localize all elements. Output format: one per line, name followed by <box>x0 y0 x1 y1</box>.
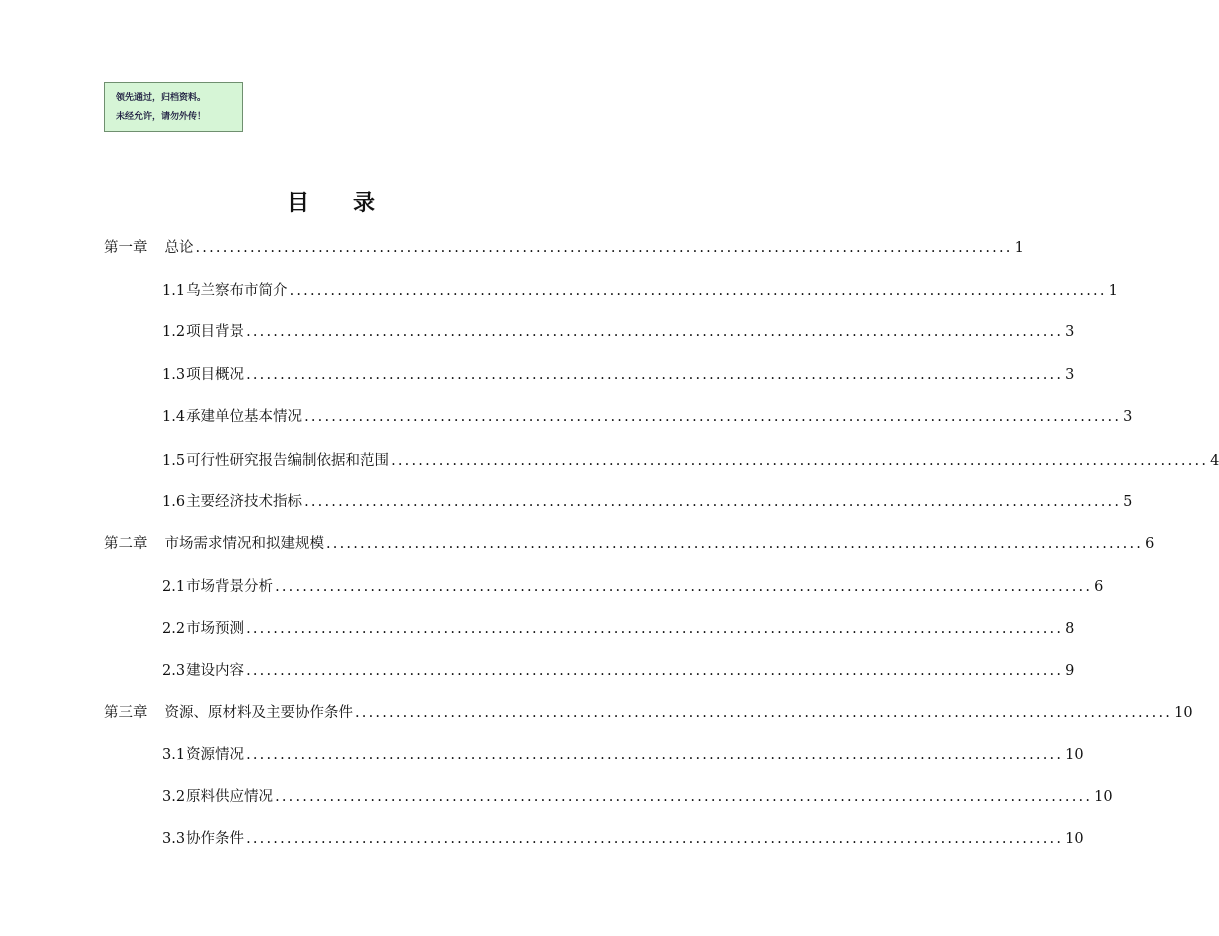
toc-entry-label <box>162 449 389 470</box>
toc-page-number: 10 <box>1065 747 1084 763</box>
toc-page-number: 10 <box>1174 705 1193 721</box>
toc-entry-label <box>162 363 244 384</box>
toc-page-number: 10 <box>1094 789 1113 805</box>
toc-entry-label <box>104 701 353 722</box>
toc-section-entry[interactable] <box>162 320 1075 341</box>
toc-entry-number: 3.2 <box>162 789 186 805</box>
toc-leader-dots: ........................................................................................................................ <box>355 705 1173 721</box>
toc-entry-number: 第一章 <box>104 240 148 256</box>
toc-entry-number: 1.6 <box>162 494 186 510</box>
toc-page-number: 3 <box>1065 324 1075 340</box>
toc-page-number: 3 <box>1065 367 1075 383</box>
toc-page-number: 8 <box>1065 621 1075 637</box>
toc-entry-number: 3.1 <box>162 747 186 763</box>
toc-leader-dots: ........................................................................................................................ <box>246 663 1064 679</box>
toc-entry-label <box>162 827 244 848</box>
toc-entry-number: 第二章 <box>104 536 148 552</box>
toc-page-number: 1 <box>1108 283 1118 299</box>
toc-entry-number: 1.2 <box>162 324 186 340</box>
toc-entry-text: 总论 <box>164 240 194 256</box>
toc-entry-text: 市场需求情况和拟建规模 <box>164 536 324 552</box>
toc-leader-dots: ........................................................................................................................ <box>275 579 1093 595</box>
toc-entry-text: 原料供应情况 <box>186 789 274 805</box>
toc-entry-text: 承建单位基本情况 <box>186 409 303 425</box>
toc-page-number: 10 <box>1065 831 1084 847</box>
toc-entry-text: 主要经济技术指标 <box>186 494 303 510</box>
toc-entry-text: 资源、原材料及主要协作条件 <box>164 705 353 721</box>
toc-entry-text: 可行性研究报告编制依据和范围 <box>186 453 390 469</box>
toc-leader-dots: ........................................................................................................................ <box>246 324 1064 340</box>
toc-entry-text: 项目概况 <box>186 367 245 383</box>
toc-section-entry[interactable] <box>162 617 1075 638</box>
toc-entry-text: 建设内容 <box>186 663 245 679</box>
toc-entry-text: 市场背景分析 <box>186 579 274 595</box>
toc-section-entry[interactable] <box>162 827 1084 848</box>
toc-leader-dots: ........................................................................................................................ <box>326 536 1144 552</box>
toc-entry-text: 协作条件 <box>186 831 245 847</box>
toc-leader-dots: ........................................................................................................................ <box>246 831 1064 847</box>
toc-entry-label <box>162 320 244 341</box>
toc-entry-label <box>162 279 288 300</box>
toc-section-entry[interactable] <box>162 363 1075 384</box>
toc-entry-label <box>162 743 244 764</box>
toc-entry-label <box>162 490 302 511</box>
toc-entry-text: 资源情况 <box>186 747 245 763</box>
toc-entry-number: 1.1 <box>162 283 186 299</box>
toc-entry-number: 第三章 <box>104 705 148 721</box>
toc-leader-dots: ........................................................................................................................ <box>304 409 1122 425</box>
toc-entry-number: 1.5 <box>162 453 186 469</box>
toc-section-entry[interactable] <box>162 785 1113 806</box>
toc-entry-number: 2.1 <box>162 579 186 595</box>
toc-entry-number: 3.3 <box>162 831 186 847</box>
toc-chapter-entry[interactable] <box>104 532 1155 553</box>
toc-page-number: 3 <box>1123 409 1133 425</box>
toc-entry-number: 2.3 <box>162 663 186 679</box>
toc-entry-label <box>162 617 244 638</box>
toc-entry-label <box>104 236 194 257</box>
toc-entry-number: 1.3 <box>162 367 186 383</box>
toc-page-number: 9 <box>1065 663 1075 679</box>
toc-section-entry[interactable] <box>162 575 1104 596</box>
toc-section-entry[interactable] <box>162 659 1075 680</box>
toc-leader-dots: ........................................................................................................................ <box>246 747 1064 763</box>
page-title: 目录 <box>286 190 419 216</box>
toc-leader-dots: ........................................................................................................................ <box>246 367 1064 383</box>
toc-entry-label <box>162 575 273 596</box>
toc-leader-dots: ........................................................................................................................ <box>195 240 1013 256</box>
toc-entry-number: 2.2 <box>162 621 186 637</box>
toc-entry-label <box>104 532 324 553</box>
toc-page-number: 4 <box>1210 453 1219 469</box>
toc-section-entry[interactable] <box>162 490 1133 511</box>
toc-entry-text: 乌兰察布市简介 <box>186 283 288 299</box>
toc-leader-dots: ........................................................................................................................ <box>391 453 1209 469</box>
toc-section-entry[interactable] <box>162 743 1084 764</box>
toc-leader-dots: ........................................................................................................................ <box>289 283 1107 299</box>
toc-section-entry[interactable] <box>162 449 1219 470</box>
toc-page-number: 1 <box>1014 240 1024 256</box>
toc-leader-dots: ........................................................................................................................ <box>246 621 1064 637</box>
toc-page-number: 5 <box>1123 494 1133 510</box>
toc-page-number: 6 <box>1094 579 1104 595</box>
toc-page-number: 6 <box>1145 536 1155 552</box>
toc-leader-dots: ........................................................................................................................ <box>275 789 1093 805</box>
stamp-line-2: 未经允许，请勿外传！ <box>116 112 207 122</box>
toc-entry-label <box>162 659 244 680</box>
stamp-line-1: 领先通过，归档资料。 <box>116 93 207 103</box>
toc-entry-label <box>162 405 302 426</box>
toc-entry-text: 项目背景 <box>186 324 245 340</box>
toc-entry-number: 1.4 <box>162 409 186 425</box>
toc-section-entry[interactable] <box>162 405 1133 426</box>
toc-chapter-entry[interactable] <box>104 236 1024 257</box>
toc-leader-dots: ........................................................................................................................ <box>304 494 1122 510</box>
toc-section-entry[interactable] <box>162 279 1118 300</box>
distribution-stamp <box>104 82 243 132</box>
toc-entry-text: 市场预测 <box>186 621 245 637</box>
toc-entry-label <box>162 785 273 806</box>
toc-chapter-entry[interactable] <box>104 701 1193 722</box>
